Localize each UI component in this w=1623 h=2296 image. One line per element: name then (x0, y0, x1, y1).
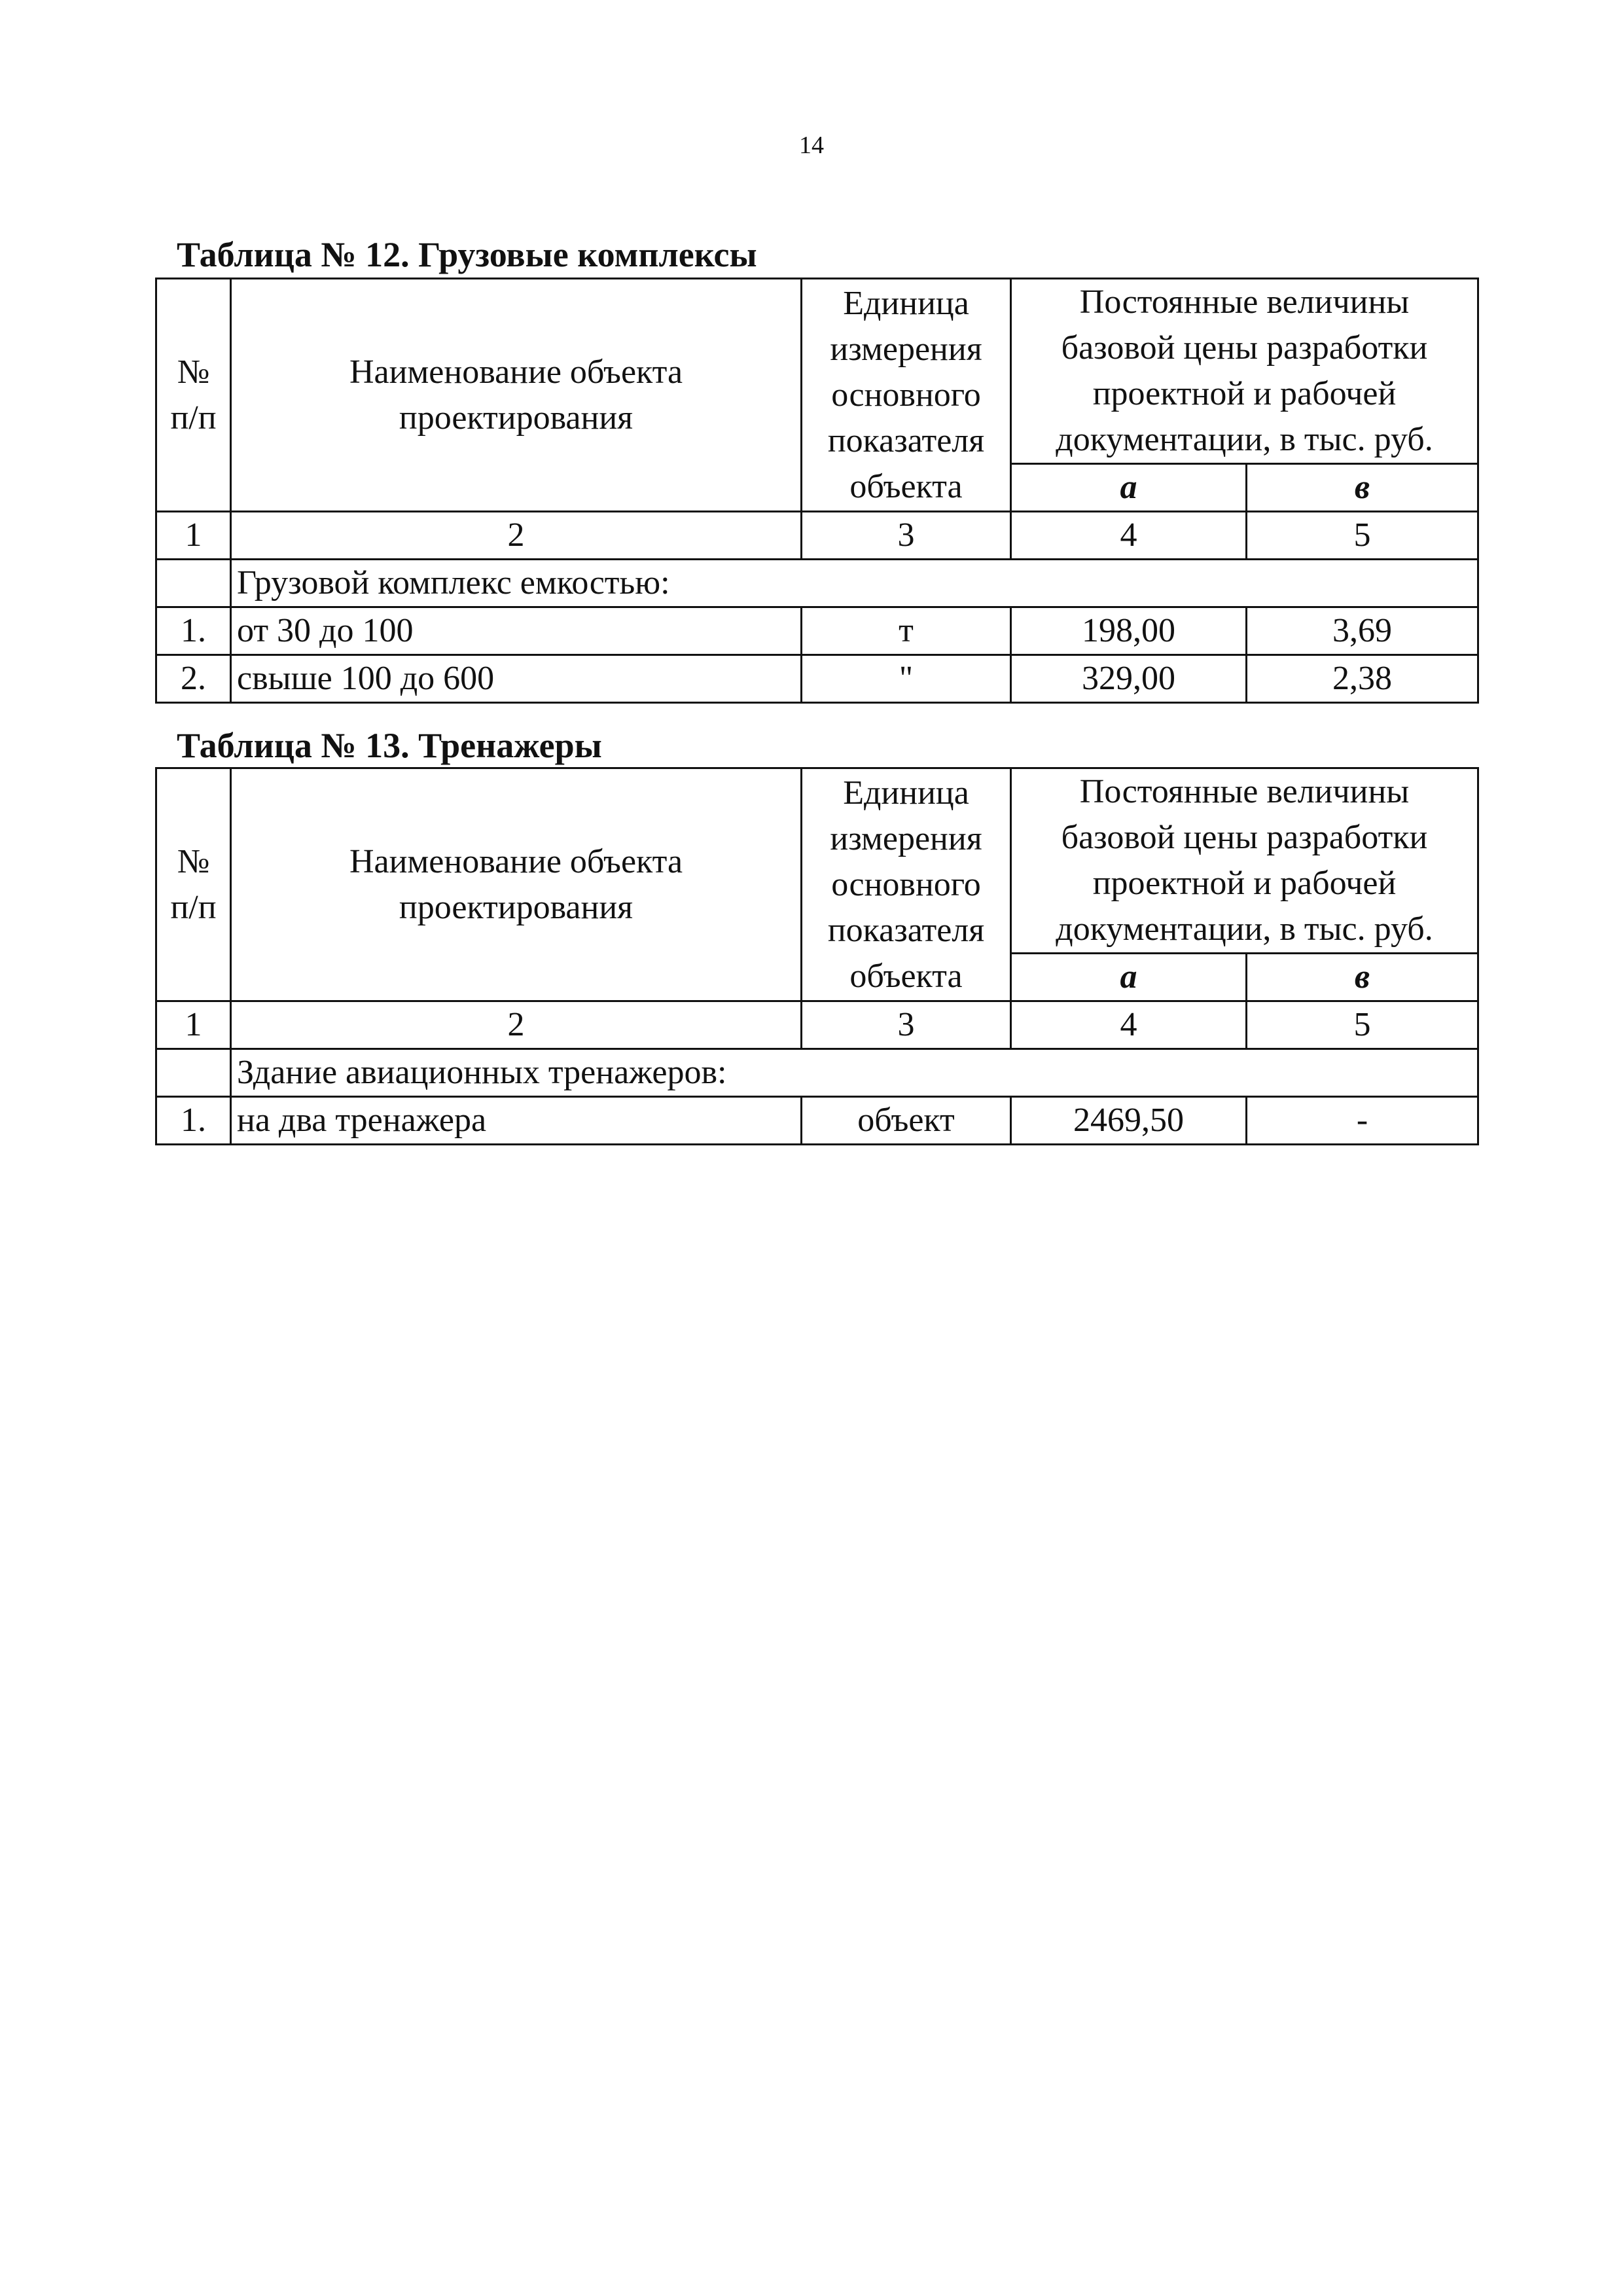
header-num: № п/п (156, 279, 231, 512)
table-13-title: Таблица № 13. Тренажеры (177, 726, 602, 765)
table-12-header-row (156, 279, 1478, 464)
table-12-group-row (156, 560, 1478, 607)
header-unit: Единица измерения основного показателя объекта (802, 279, 1011, 512)
page-number: 14 (799, 132, 824, 159)
table-row (156, 1097, 1478, 1145)
header-name: Наименование объекта проектирования (231, 768, 802, 1001)
table-13-group-row (156, 1049, 1478, 1097)
group-label: Грузовой комплекс емкостью: (231, 560, 802, 607)
header-a: а (1011, 954, 1247, 1001)
column-number: 4 (1011, 512, 1247, 560)
table-row (156, 655, 1478, 703)
row-a: 2469,50 (1011, 1097, 1247, 1145)
row-unit: " (802, 655, 1011, 703)
header-num: № п/п (156, 768, 231, 1001)
column-number: 1 (156, 1001, 231, 1049)
header-a: а (1011, 464, 1247, 512)
header-unit: Единица измерения основного показателя объекта (802, 768, 1011, 1001)
row-b: 2,38 (1247, 655, 1478, 703)
table-12-title: Таблица № 12. Грузовые комплексы (177, 235, 757, 274)
header-b: в (1247, 464, 1478, 512)
header-constants: Постоянные величины базовой цены разработки проектной и рабочей документации, в тыс. руб. (1011, 279, 1478, 464)
table-row (156, 607, 1478, 655)
row-num: 2. (156, 655, 231, 703)
row-num: 1. (156, 1097, 231, 1145)
column-number: 5 (1247, 1001, 1478, 1049)
table-13 (155, 767, 1479, 1145)
row-a: 198,00 (1011, 607, 1247, 655)
header-constants: Постоянные величины базовой цены разработки проектной и рабочей документации, в тыс. руб. (1011, 768, 1478, 954)
column-number: 4 (1011, 1001, 1247, 1049)
group-label: Здание авиационных тренажеров: (231, 1049, 802, 1097)
table-12-column-numbers (156, 512, 1478, 560)
table-13-column-numbers (156, 1001, 1478, 1049)
row-unit: т (802, 607, 1011, 655)
header-name: Наименование объекта проектирования (231, 279, 802, 512)
column-number: 3 (802, 1001, 1011, 1049)
row-name: свыше 100 до 600 (231, 655, 802, 703)
column-number: 2 (231, 512, 802, 560)
row-name: на два тренажера (231, 1097, 802, 1145)
table-12 (155, 278, 1479, 704)
header-b: в (1247, 954, 1478, 1001)
row-a: 329,00 (1011, 655, 1247, 703)
table-13-header-row (156, 768, 1478, 954)
column-number: 1 (156, 512, 231, 560)
row-unit: объект (802, 1097, 1011, 1145)
row-b: 3,69 (1247, 607, 1478, 655)
row-b: - (1247, 1097, 1478, 1145)
row-name: от 30 до 100 (231, 607, 802, 655)
column-number: 5 (1247, 512, 1478, 560)
column-number: 2 (231, 1001, 802, 1049)
row-num: 1. (156, 607, 231, 655)
column-number: 3 (802, 512, 1011, 560)
